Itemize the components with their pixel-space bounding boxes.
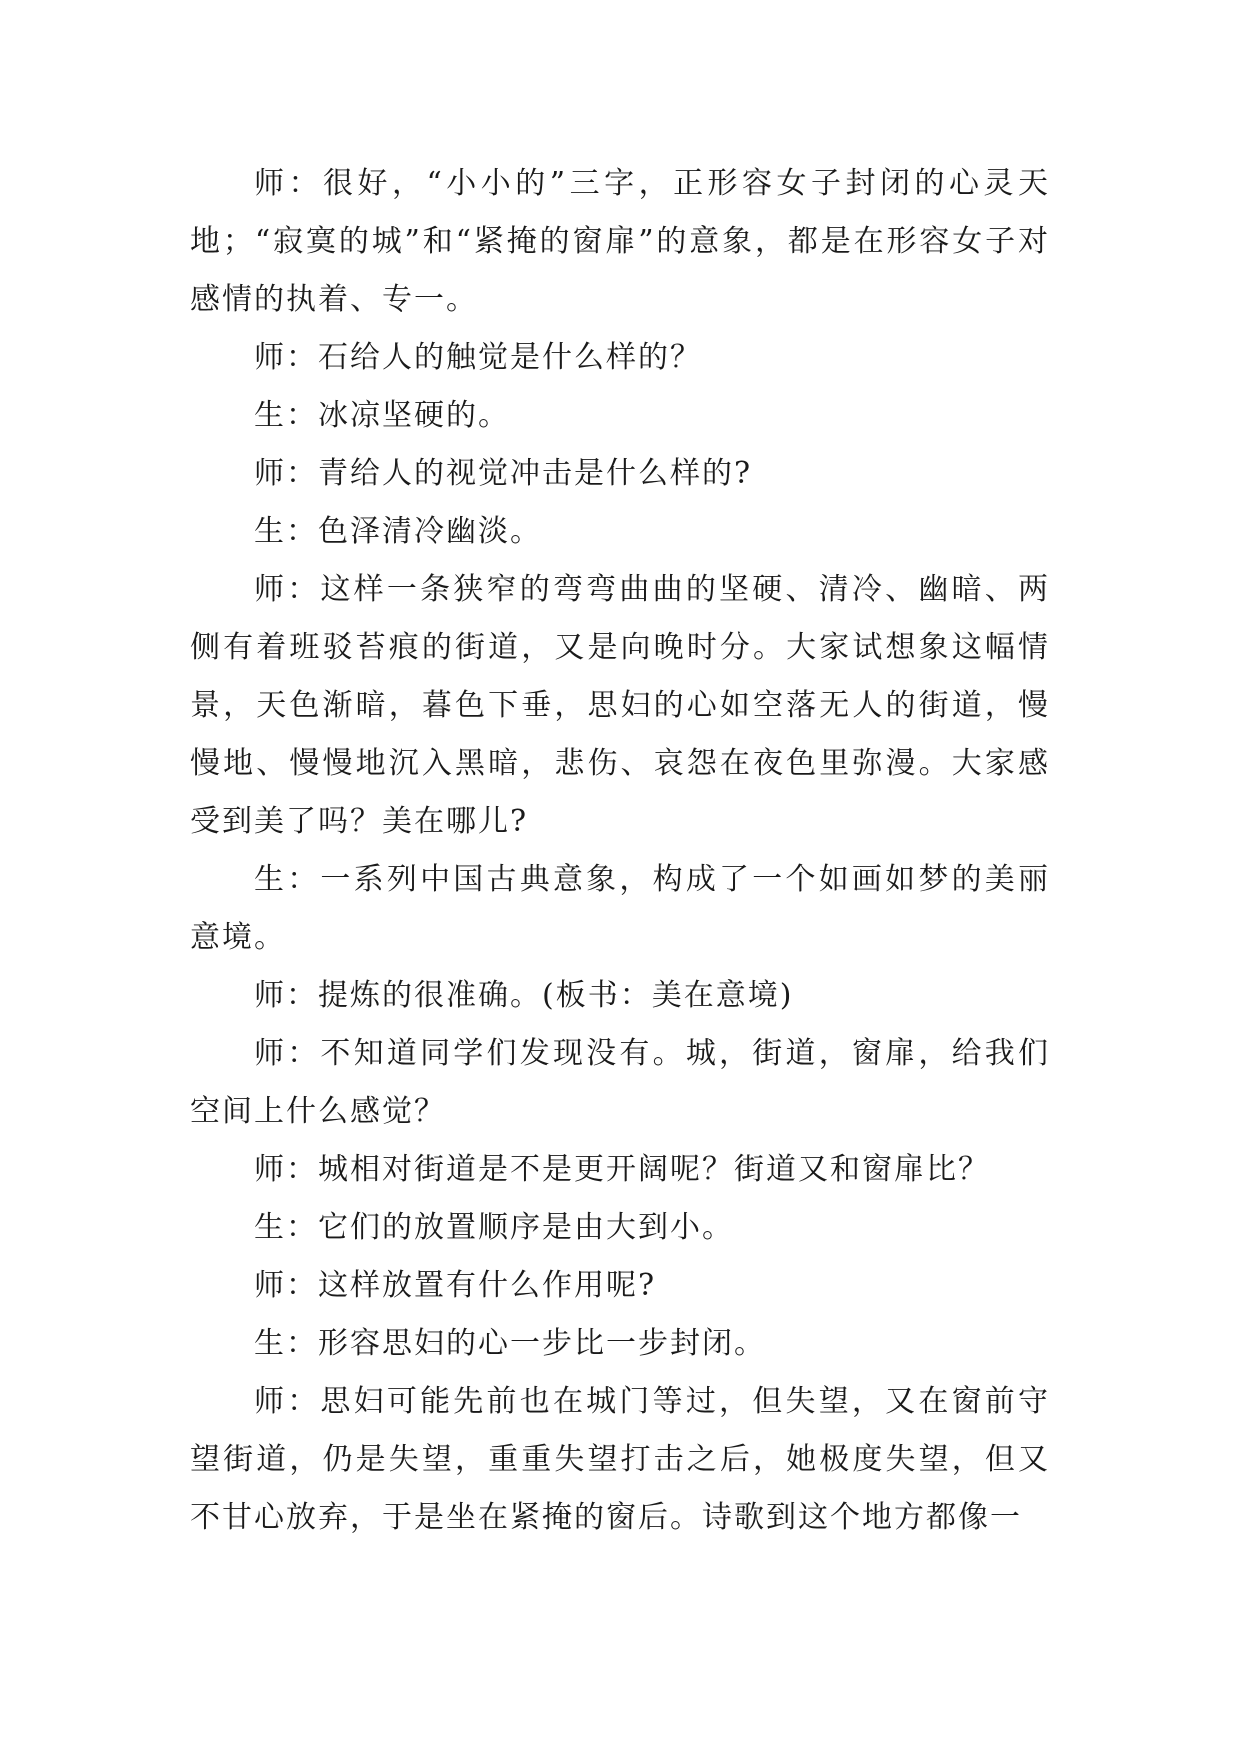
- paragraph: 师：青给人的视觉冲击是什么样的?: [254, 456, 753, 491]
- paragraph: 师：不知道同学们发现没有。城，街道，窗扉，给我们空间上什么感觉？: [190, 1036, 1050, 1129]
- paragraph: 生：形容思妇的心一步比一步封闭。: [254, 1326, 766, 1361]
- paragraph: 师：很好，“小小的”三字，正形容女子封闭的心灵天地；“寂寞的城”和“紧掩的窗扉”的意象，都是在形容女子对感情的执着、专一。: [190, 166, 1050, 317]
- paragraph: 师：城相对街道是不是更开阔呢？街道又和窗扉比？: [254, 1152, 990, 1187]
- paragraph: 生：一系列中国古典意象，构成了一个如画如梦的美丽意境。: [190, 862, 1050, 955]
- paragraph: 生：色泽清冷幽淡。: [254, 514, 542, 549]
- document-body: [190, 155, 1050, 1547]
- paragraph: 生：冰凉坚硬的。: [254, 398, 510, 433]
- paragraph: 师：提炼的很准确。(板书：美在意境): [254, 978, 794, 1013]
- paragraph: 师：这样放置有什么作用呢?: [254, 1268, 657, 1303]
- paragraph: 师：石给人的触觉是什么样的？: [254, 340, 702, 375]
- paragraph: 师：思妇可能先前也在城门等过，但失望，又在窗前守望街道，仍是失望，重重失望打击之后，她极度失望，但又不甘心放弃，于是坐在紧掩的窗后。诗歌到这个地方都像一: [190, 1384, 1050, 1535]
- paragraph: 师：这样一条狭窄的弯弯曲曲的坚硬、清冷、幽暗、两侧有着班驳苔痕的街道，又是向晚时分。大家试想象这幅情景，天色渐暗，暮色下垂，思妇的心如空落无人的街道，慢慢地、慢慢地沉入黑暗，悲伤、哀怨在夜色里弥漫。大家感受到美了吗？美在哪儿?: [190, 572, 1050, 839]
- paragraph: 生：它们的放置顺序是由大到小。: [254, 1210, 734, 1245]
